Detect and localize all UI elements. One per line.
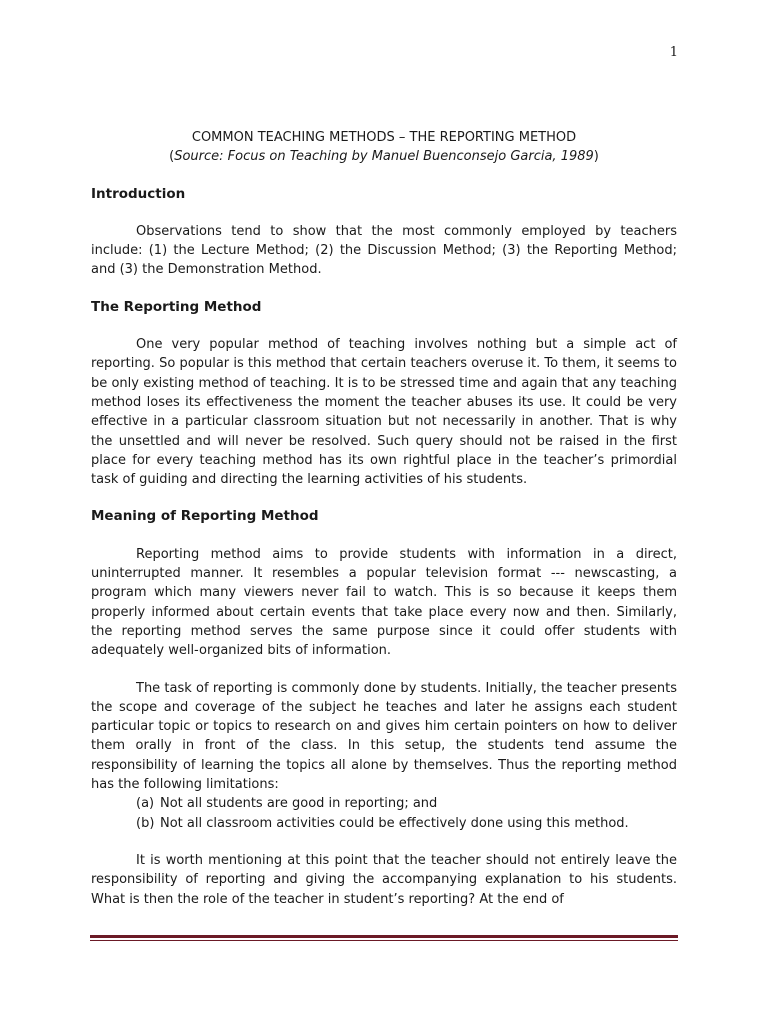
- document-body: [91, 128, 677, 909]
- heading-meaning-of-reporting-method: Meaning of Reporting Method: [91, 508, 319, 525]
- meaning-paragraph-3: It is worth mentioning at this point that the teacher should not entirely leave the responsibility of reporting and giving the accompanying explanation to his students. What is then the role of the teacher in student’s reporting? At the end of: [91, 852, 677, 907]
- heading-introduction: Introduction: [91, 185, 186, 202]
- document-title: COMMON TEACHING METHODS – THE REPORTING METHOD: [191, 130, 577, 145]
- intro-paragraph: Observations tend to show that the most commonly employed by teachers include: (1) the Lecture Method; (2) the Discussion Method; (3) the Reporting Method; and (3) the Demonstration Method.: [91, 223, 677, 278]
- limitations-list: [136, 794, 677, 833]
- page-number: 1: [669, 45, 678, 60]
- list-marker: (a): [136, 796, 155, 812]
- footer-rule-thick: [90, 935, 678, 938]
- list-item: [136, 814, 677, 833]
- source-open-paren: (: [169, 149, 175, 165]
- list-item-text: Not all classroom activities could be effectively done using this method.: [160, 815, 629, 831]
- heading-reporting-method: The Reporting Method: [91, 298, 262, 315]
- document-source: [91, 147, 677, 166]
- list-item-text: Not all students are good in reporting; and: [160, 796, 438, 812]
- meaning-paragraph-2: The task of reporting is commonly done by students. Initially, the teacher presents the scope and coverage of the subject he teaches and later he assigns each student particular topic or topics to research on and gives him certain pointers on how to deliver them orally in front of the class. In this setup, the students tend assume the responsibility of learning the topics all alone by themselves. Thus the reporting method has the following limitations:: [91, 680, 677, 793]
- list-item: [136, 794, 677, 813]
- reporting-paragraph: One very popular method of teaching involves nothing but a simple act of reporting. So popular is this method that certain teachers overuse it. To them, it seems to be only existing method of teaching. It is to be stressed time and again that any teaching method loses its effectiveness the moment the teacher abuses its use. It could be very effective in a particular classroom situation but not necessarily in another. That is why the unsettled and will never be resolved. Such query should not be raised in the first place for every teaching method has its own rightful place in the teacher’s primordial task of guiding and directing the learning activities of his students.: [91, 337, 677, 488]
- meaning-paragraph-1: Reporting method aims to provide students with information in a direct, uninterrupted manner. It resembles a popular television format --- newscasting, a program which many viewers never fail to watch. This is so because it keeps them properly informed about certain events that take place every now and then. Similarly, the reporting method serves the same purpose since it could offer students with adequately well-organized bits of information.: [91, 546, 677, 659]
- footer-rule-thin: [90, 940, 678, 941]
- source-citation: Source: Focus on Teaching by Manuel Buenconsejo Garcia, 1989: [174, 149, 594, 165]
- source-close-paren: ): [593, 149, 599, 165]
- list-marker: (b): [136, 815, 155, 831]
- footer-rule: [90, 935, 678, 941]
